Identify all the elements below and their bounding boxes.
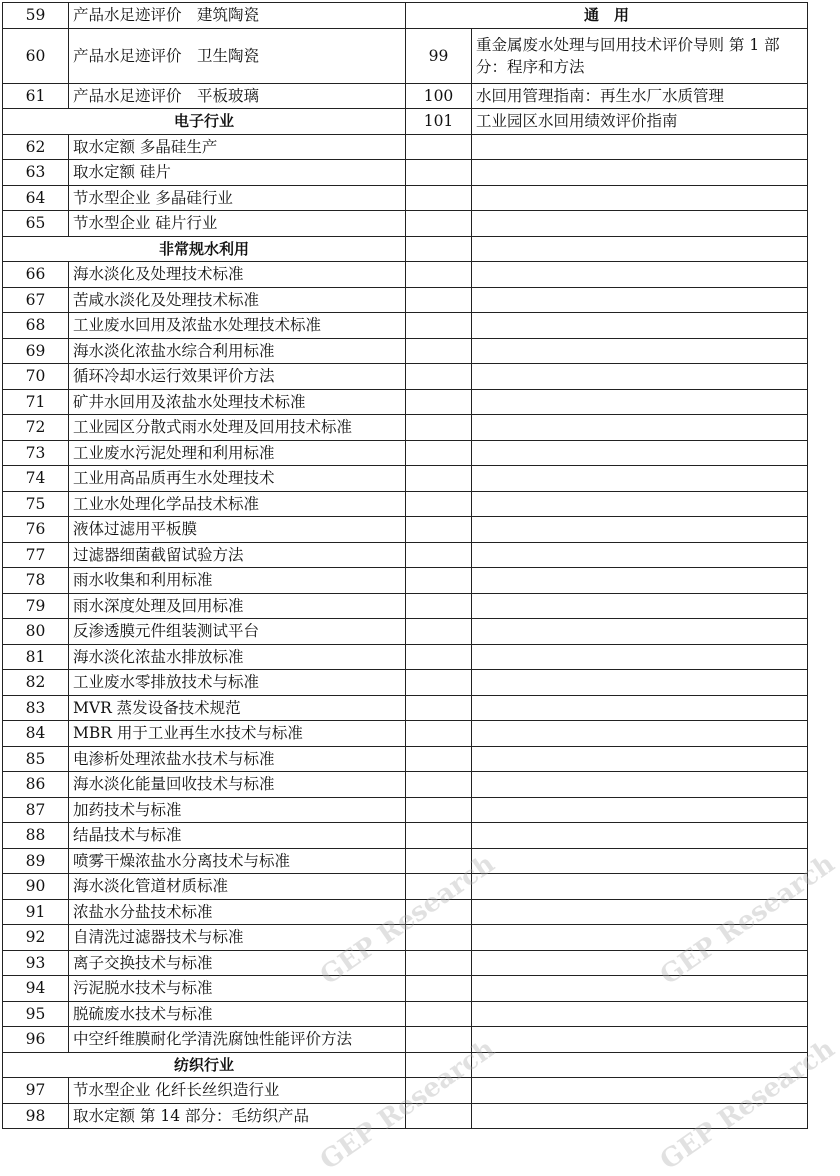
left-item-number: 88 bbox=[3, 823, 69, 849]
table-row bbox=[3, 772, 808, 798]
right-empty-no-cell bbox=[406, 160, 472, 186]
right-empty-no-cell bbox=[406, 415, 472, 441]
left-item-title: 海水淡化管道材质标准 bbox=[69, 874, 406, 900]
table-row bbox=[3, 185, 808, 211]
left-item-number: 63 bbox=[3, 160, 69, 186]
right-empty-title-cell bbox=[472, 517, 808, 543]
left-item-number: 80 bbox=[3, 619, 69, 645]
left-item-title: 产品水足迹评价 建筑陶瓷 bbox=[69, 3, 406, 29]
left-item-title: 工业废水零排放技术与标准 bbox=[69, 670, 406, 696]
right-empty-no-cell bbox=[406, 823, 472, 849]
table-row bbox=[3, 1078, 808, 1104]
right-empty-no-cell bbox=[406, 848, 472, 874]
left-item-number: 85 bbox=[3, 746, 69, 772]
right-empty-title-cell bbox=[472, 491, 808, 517]
table-row bbox=[3, 823, 808, 849]
right-empty-no-cell bbox=[406, 517, 472, 543]
right-empty-title-cell bbox=[472, 364, 808, 390]
right-empty-title-cell bbox=[472, 568, 808, 594]
left-item-number: 74 bbox=[3, 466, 69, 492]
table-row bbox=[3, 517, 808, 543]
left-item-number: 76 bbox=[3, 517, 69, 543]
right-empty-no-cell bbox=[406, 950, 472, 976]
left-item-number: 73 bbox=[3, 440, 69, 466]
left-item-number: 77 bbox=[3, 542, 69, 568]
left-item-title: 工业园区分散式雨水处理及回用技术标准 bbox=[69, 415, 406, 441]
left-item-title: 中空纤维膜耐化学清洗腐蚀性能评价方法 bbox=[69, 1027, 406, 1053]
right-empty-no-cell bbox=[406, 542, 472, 568]
table-row bbox=[3, 925, 808, 951]
right-empty-title-cell bbox=[472, 823, 808, 849]
left-item-number: 72 bbox=[3, 415, 69, 441]
right-empty-no-cell bbox=[406, 236, 472, 262]
right-item-title: 工业园区水回用绩效评价指南 bbox=[472, 109, 808, 135]
left-item-number: 97 bbox=[3, 1078, 69, 1104]
table-row bbox=[3, 1001, 808, 1027]
left-item-number: 89 bbox=[3, 848, 69, 874]
right-empty-title-cell bbox=[472, 797, 808, 823]
right-empty-title-cell bbox=[472, 695, 808, 721]
watermark-2: GEP Research bbox=[654, 848, 840, 992]
right-empty-title-cell bbox=[472, 848, 808, 874]
right-empty-no-cell bbox=[406, 1078, 472, 1104]
table-row bbox=[3, 3, 808, 29]
right-empty-title-cell bbox=[472, 619, 808, 645]
left-item-number: 95 bbox=[3, 1001, 69, 1027]
right-empty-title-cell bbox=[472, 772, 808, 798]
left-item-title: 脱硫废水技术与标准 bbox=[69, 1001, 406, 1027]
left-item-title: 海水淡化能量回收技术与标准 bbox=[69, 772, 406, 798]
left-item-title: 工业废水污泥处理和利用标准 bbox=[69, 440, 406, 466]
left-item-number: 82 bbox=[3, 670, 69, 696]
table-row bbox=[3, 236, 808, 262]
left-item-title: 取水定额 多晶硅生产 bbox=[69, 134, 406, 160]
table-row bbox=[3, 287, 808, 313]
right-empty-title-cell bbox=[472, 466, 808, 492]
table-row bbox=[3, 568, 808, 594]
right-empty-no-cell bbox=[406, 287, 472, 313]
right-empty-no-cell bbox=[406, 695, 472, 721]
left-item-title: MBR 用于工业再生水技术与标准 bbox=[69, 721, 406, 747]
left-item-title: 工业水处理化学品技术标准 bbox=[69, 491, 406, 517]
right-empty-title-cell bbox=[472, 1027, 808, 1053]
watermark-4: GEP Research bbox=[654, 1033, 840, 1176]
left-item-title: 工业用高品质再生水处理技术 bbox=[69, 466, 406, 492]
table-row bbox=[3, 211, 808, 237]
right-item-title: 重金属废水处理与回用技术评价导则 第 1 部分：程序和方法 bbox=[472, 28, 808, 83]
right-empty-no-cell bbox=[406, 185, 472, 211]
right-empty-title-cell bbox=[472, 670, 808, 696]
right-item-number: 100 bbox=[406, 83, 472, 109]
right-section-header: 通 用 bbox=[406, 3, 808, 29]
table-row bbox=[3, 415, 808, 441]
left-item-number: 98 bbox=[3, 1103, 69, 1129]
left-item-title: 电渗析处理浓盐水技术与标准 bbox=[69, 746, 406, 772]
left-item-number: 90 bbox=[3, 874, 69, 900]
right-empty-title-cell bbox=[472, 542, 808, 568]
left-item-number: 64 bbox=[3, 185, 69, 211]
left-item-title: 矿井水回用及浓盐水处理技术标准 bbox=[69, 389, 406, 415]
left-item-title: 反渗透膜元件组装测试平台 bbox=[69, 619, 406, 645]
right-empty-title-cell bbox=[472, 1103, 808, 1129]
right-empty-title-cell bbox=[472, 160, 808, 186]
left-item-title: 浓盐水分盐技术标准 bbox=[69, 899, 406, 925]
table-row bbox=[3, 28, 808, 83]
right-empty-no-cell bbox=[406, 721, 472, 747]
right-empty-title-cell bbox=[472, 134, 808, 160]
right-empty-no-cell bbox=[406, 1103, 472, 1129]
left-section-header: 纺织行业 bbox=[3, 1052, 406, 1078]
left-item-title: 循环冷却水运行效果评价方法 bbox=[69, 364, 406, 390]
table-row bbox=[3, 797, 808, 823]
table-row bbox=[3, 848, 808, 874]
right-empty-no-cell bbox=[406, 364, 472, 390]
right-empty-title-cell bbox=[472, 236, 808, 262]
left-item-title: 产品水足迹评价 平板玻璃 bbox=[69, 83, 406, 109]
right-empty-no-cell bbox=[406, 593, 472, 619]
right-empty-title-cell bbox=[472, 976, 808, 1002]
right-empty-title-cell bbox=[472, 746, 808, 772]
right-item-number: 101 bbox=[406, 109, 472, 135]
right-empty-no-cell bbox=[406, 797, 472, 823]
left-item-title: 节水型企业 多晶硅行业 bbox=[69, 185, 406, 211]
right-empty-title-cell bbox=[472, 721, 808, 747]
watermark-1: GEP Research bbox=[314, 848, 501, 992]
right-empty-title-cell bbox=[472, 440, 808, 466]
left-item-number: 75 bbox=[3, 491, 69, 517]
table-row bbox=[3, 491, 808, 517]
table-row bbox=[3, 364, 808, 390]
left-item-number: 59 bbox=[3, 3, 69, 29]
right-empty-no-cell bbox=[406, 491, 472, 517]
left-item-number: 83 bbox=[3, 695, 69, 721]
left-item-title: 自清洗过滤器技术与标准 bbox=[69, 925, 406, 951]
right-empty-no-cell bbox=[406, 644, 472, 670]
left-section-header: 电子行业 bbox=[3, 109, 406, 135]
table-row bbox=[3, 83, 808, 109]
left-section-header: 非常规水利用 bbox=[3, 236, 406, 262]
right-empty-title-cell bbox=[472, 593, 808, 619]
left-item-number: 71 bbox=[3, 389, 69, 415]
right-empty-no-cell bbox=[406, 772, 472, 798]
right-empty-no-cell bbox=[406, 899, 472, 925]
right-empty-title-cell bbox=[472, 950, 808, 976]
table-row bbox=[3, 721, 808, 747]
left-item-title: 过滤器细菌截留试验方法 bbox=[69, 542, 406, 568]
right-empty-title-cell bbox=[472, 262, 808, 288]
left-item-title: 节水型企业 化纤长丝织造行业 bbox=[69, 1078, 406, 1104]
table-row bbox=[3, 874, 808, 900]
table-row bbox=[3, 695, 808, 721]
left-item-title: 海水淡化及处理技术标准 bbox=[69, 262, 406, 288]
right-empty-no-cell bbox=[406, 440, 472, 466]
table-row bbox=[3, 542, 808, 568]
table-row bbox=[3, 1052, 808, 1078]
left-item-number: 79 bbox=[3, 593, 69, 619]
table-row bbox=[3, 899, 808, 925]
left-item-title: 污泥脱水技术与标准 bbox=[69, 976, 406, 1002]
right-empty-title-cell bbox=[472, 1078, 808, 1104]
right-item-title: 水回用管理指南：再生水厂水质管理 bbox=[472, 83, 808, 109]
right-empty-no-cell bbox=[406, 466, 472, 492]
right-empty-no-cell bbox=[406, 619, 472, 645]
left-item-number: 67 bbox=[3, 287, 69, 313]
right-empty-title-cell bbox=[472, 389, 808, 415]
standards-table bbox=[2, 2, 808, 1129]
left-item-number: 92 bbox=[3, 925, 69, 951]
left-item-title: 雨水收集和利用标准 bbox=[69, 568, 406, 594]
table-row bbox=[3, 950, 808, 976]
left-item-title: 离子交换技术与标准 bbox=[69, 950, 406, 976]
left-item-number: 87 bbox=[3, 797, 69, 823]
right-empty-no-cell bbox=[406, 568, 472, 594]
left-item-number: 93 bbox=[3, 950, 69, 976]
right-empty-title-cell bbox=[472, 1052, 808, 1078]
table-row bbox=[3, 134, 808, 160]
left-item-number: 91 bbox=[3, 899, 69, 925]
left-item-number: 66 bbox=[3, 262, 69, 288]
right-item-number: 99 bbox=[406, 28, 472, 83]
watermark-3: GEP Research bbox=[314, 1033, 501, 1176]
table-row bbox=[3, 1027, 808, 1053]
right-empty-no-cell bbox=[406, 1052, 472, 1078]
left-item-title: 苦咸水淡化及处理技术标准 bbox=[69, 287, 406, 313]
left-item-number: 65 bbox=[3, 211, 69, 237]
right-empty-title-cell bbox=[472, 313, 808, 339]
right-empty-title-cell bbox=[472, 211, 808, 237]
right-empty-title-cell bbox=[472, 415, 808, 441]
left-item-title: 节水型企业 硅片行业 bbox=[69, 211, 406, 237]
table-row bbox=[3, 109, 808, 135]
left-item-number: 84 bbox=[3, 721, 69, 747]
left-item-title: 工业废水回用及浓盐水处理技术标准 bbox=[69, 313, 406, 339]
right-empty-no-cell bbox=[406, 338, 472, 364]
left-item-title: 海水淡化浓盐水综合利用标准 bbox=[69, 338, 406, 364]
right-empty-title-cell bbox=[472, 185, 808, 211]
table-row bbox=[3, 262, 808, 288]
left-item-title: 结晶技术与标准 bbox=[69, 823, 406, 849]
left-item-title: 液体过滤用平板膜 bbox=[69, 517, 406, 543]
left-item-number: 69 bbox=[3, 338, 69, 364]
right-empty-title-cell bbox=[472, 644, 808, 670]
left-item-number: 61 bbox=[3, 83, 69, 109]
left-item-title: 取水定额 第 14 部分：毛纺织产品 bbox=[69, 1103, 406, 1129]
left-item-title: 喷雾干燥浓盐水分离技术与标准 bbox=[69, 848, 406, 874]
right-empty-no-cell bbox=[406, 670, 472, 696]
table-row bbox=[3, 746, 808, 772]
left-item-number: 86 bbox=[3, 772, 69, 798]
table-row bbox=[3, 593, 808, 619]
left-item-number: 81 bbox=[3, 644, 69, 670]
right-empty-no-cell bbox=[406, 262, 472, 288]
right-empty-no-cell bbox=[406, 925, 472, 951]
right-empty-no-cell bbox=[406, 874, 472, 900]
left-item-number: 94 bbox=[3, 976, 69, 1002]
left-item-title: 雨水深度处理及回用标准 bbox=[69, 593, 406, 619]
table-row bbox=[3, 466, 808, 492]
right-empty-title-cell bbox=[472, 874, 808, 900]
right-empty-title-cell bbox=[472, 287, 808, 313]
table-row bbox=[3, 389, 808, 415]
left-item-number: 68 bbox=[3, 313, 69, 339]
table-row bbox=[3, 976, 808, 1002]
left-item-number: 78 bbox=[3, 568, 69, 594]
left-item-title: 取水定额 硅片 bbox=[69, 160, 406, 186]
table-row bbox=[3, 338, 808, 364]
right-empty-no-cell bbox=[406, 976, 472, 1002]
table-row bbox=[3, 644, 808, 670]
table-row bbox=[3, 1103, 808, 1129]
left-item-title: 加药技术与标准 bbox=[69, 797, 406, 823]
right-empty-title-cell bbox=[472, 1001, 808, 1027]
right-empty-title-cell bbox=[472, 338, 808, 364]
right-empty-no-cell bbox=[406, 1027, 472, 1053]
table-row bbox=[3, 160, 808, 186]
right-empty-title-cell bbox=[472, 899, 808, 925]
right-empty-title-cell bbox=[472, 925, 808, 951]
left-item-title: MVR 蒸发设备技术规范 bbox=[69, 695, 406, 721]
table-row bbox=[3, 619, 808, 645]
left-item-number: 70 bbox=[3, 364, 69, 390]
right-empty-no-cell bbox=[406, 313, 472, 339]
table-row bbox=[3, 670, 808, 696]
right-empty-no-cell bbox=[406, 746, 472, 772]
left-item-number: 62 bbox=[3, 134, 69, 160]
right-empty-no-cell bbox=[406, 1001, 472, 1027]
right-empty-no-cell bbox=[406, 211, 472, 237]
left-item-number: 96 bbox=[3, 1027, 69, 1053]
left-item-number: 60 bbox=[3, 28, 69, 83]
right-empty-no-cell bbox=[406, 134, 472, 160]
right-empty-no-cell bbox=[406, 389, 472, 415]
left-item-title: 海水淡化浓盐水排放标准 bbox=[69, 644, 406, 670]
left-item-title: 产品水足迹评价 卫生陶瓷 bbox=[69, 28, 406, 83]
table-row bbox=[3, 440, 808, 466]
table-row bbox=[3, 313, 808, 339]
